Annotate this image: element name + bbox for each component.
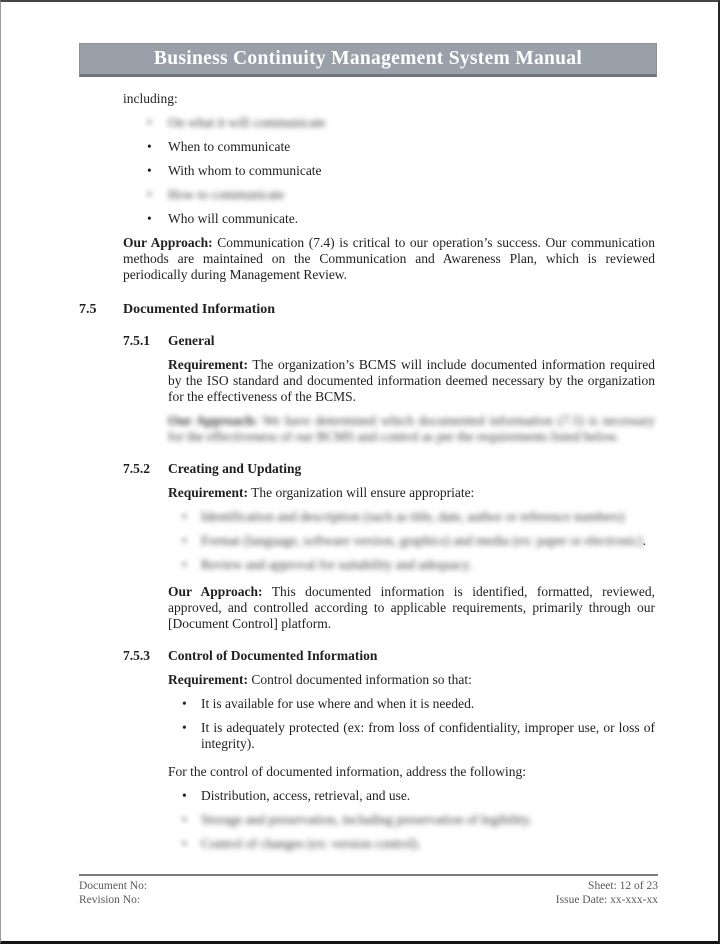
list-item	[123, 139, 655, 155]
list-item	[123, 115, 655, 131]
list-item	[168, 533, 655, 549]
section-title: Control of Documented Information	[168, 648, 378, 663]
bullet-icon: •	[182, 836, 187, 851]
list-item	[168, 696, 655, 712]
page-footer	[79, 874, 658, 907]
document-title: Business Continuity Management System Manual	[153, 48, 583, 69]
document-title-bar	[79, 43, 657, 77]
requirement-text: Control documented information so that:	[251, 672, 472, 687]
bullet-icon: •	[182, 509, 187, 524]
footer-left	[79, 879, 147, 907]
communication-list	[123, 115, 655, 227]
list-item-suffix: .	[642, 533, 646, 548]
requirement-text: The organization will ensure appropriate:	[251, 485, 475, 500]
list-item-text: On what it will communicate	[168, 115, 326, 130]
requirement-label: Requirement:	[168, 485, 248, 500]
approach-text: This documented information is identified, formatted, reviewed, approved, and controlled according to applicable requirements, primarily through our [Document Control] platform.	[168, 584, 655, 631]
control-intro-paragraph: For the control of documented information, address the following:	[168, 764, 527, 779]
list-item	[168, 509, 655, 525]
requirement-text: The organization’s BCMS will include documented information required by the ISO standard and documented information deemed necessary by the organization for the effectiveness of the BCMS.	[168, 357, 655, 404]
list-item-text: It is available for use where and when it is needed.	[201, 696, 475, 711]
approach-label: Our Approach:	[168, 413, 258, 428]
control-list	[168, 696, 655, 752]
approach-label: Our Approach:	[123, 235, 213, 250]
list-item	[123, 211, 655, 227]
list-item-text: When to communicate	[168, 139, 291, 154]
list-item-text: Who will communicate.	[168, 211, 299, 226]
list-item-text: Format (language, software version, graphics) and media (ex: paper or electronic)	[201, 533, 643, 548]
section-title: Documented Information	[123, 302, 276, 317]
document-no-label: Document No:	[79, 880, 148, 892]
section-7-5-heading	[79, 301, 655, 318]
list-item-text: With whom to communicate	[168, 163, 322, 178]
approach-text: We have determined which documented information (7.5) is necessary for the effectiveness of our BCMS and control as per the requirements listed below.	[168, 413, 655, 444]
bullet-icon: •	[182, 788, 187, 803]
intro-text: including:	[123, 91, 178, 106]
footer-right	[556, 879, 658, 907]
list-item-text: Control of changes (ex: version control).	[201, 836, 421, 851]
revision-no-label: Revision No:	[79, 894, 141, 906]
section-7-5-1-heading	[123, 332, 655, 349]
approach-paragraph	[168, 584, 655, 632]
bullet-icon: •	[147, 139, 152, 154]
communication-approach-paragraph	[123, 235, 655, 283]
bullet-icon: •	[147, 163, 152, 178]
list-item	[168, 788, 655, 804]
sheet-number: Sheet: 12 of 23	[588, 880, 658, 892]
requirement-paragraph	[168, 485, 655, 501]
creating-updating-list	[168, 509, 655, 573]
list-item	[168, 557, 655, 573]
section-title: General	[168, 333, 215, 348]
requirement-paragraph	[168, 672, 655, 688]
section-7-5-2-heading	[123, 460, 655, 477]
bullet-icon: •	[182, 533, 187, 548]
approach-text: Communication (7.4) is critical to our operation’s success. Our communication methods are maintained on the Communication and Awareness Plan, which is reviewed periodically during Management Review.	[123, 235, 656, 282]
control-address-list	[168, 788, 655, 852]
list-item-text: Distribution, access, retrieval, and use.	[201, 788, 411, 803]
bullet-icon: •	[147, 115, 152, 130]
approach-paragraph-redacted	[168, 413, 655, 445]
bullet-icon: •	[182, 557, 187, 572]
approach-label: Our Approach:	[168, 584, 263, 599]
list-item	[168, 836, 655, 852]
requirement-paragraph	[168, 357, 655, 405]
list-item-text: Storage and preservation, including preservation of legibility.	[201, 812, 533, 827]
list-item	[123, 187, 655, 203]
requirement-label: Requirement:	[168, 357, 248, 372]
bullet-icon: •	[182, 696, 187, 711]
list-item-text: Review and approval for suitability and adequacy.	[201, 557, 472, 572]
list-item-text: Identification and description (such as title, date, author or reference numbers)	[201, 509, 625, 524]
requirement-label: Requirement:	[168, 672, 248, 687]
bullet-icon: •	[182, 720, 187, 735]
list-item	[123, 163, 655, 179]
section-number: 7.5.2	[123, 461, 150, 476]
list-item-text: It is adequately protected (ex: from loss of confidentiality, improper use, or loss of integrity).	[201, 720, 655, 751]
issue-date: Issue Date: xx-xxx-xx	[555, 894, 658, 906]
list-item-text: How to communicate	[168, 187, 285, 202]
section-number: 7.5.3	[123, 648, 150, 663]
section-number: 7.5	[79, 302, 97, 317]
bullet-icon: •	[147, 211, 152, 226]
section-7-5-3-heading	[123, 647, 655, 664]
list-item	[168, 812, 655, 828]
section-title: Creating and Updating	[168, 461, 302, 476]
list-item	[168, 720, 655, 752]
bullet-icon: •	[182, 812, 187, 827]
section-number: 7.5.1	[123, 333, 150, 348]
bullet-icon: •	[147, 187, 152, 202]
